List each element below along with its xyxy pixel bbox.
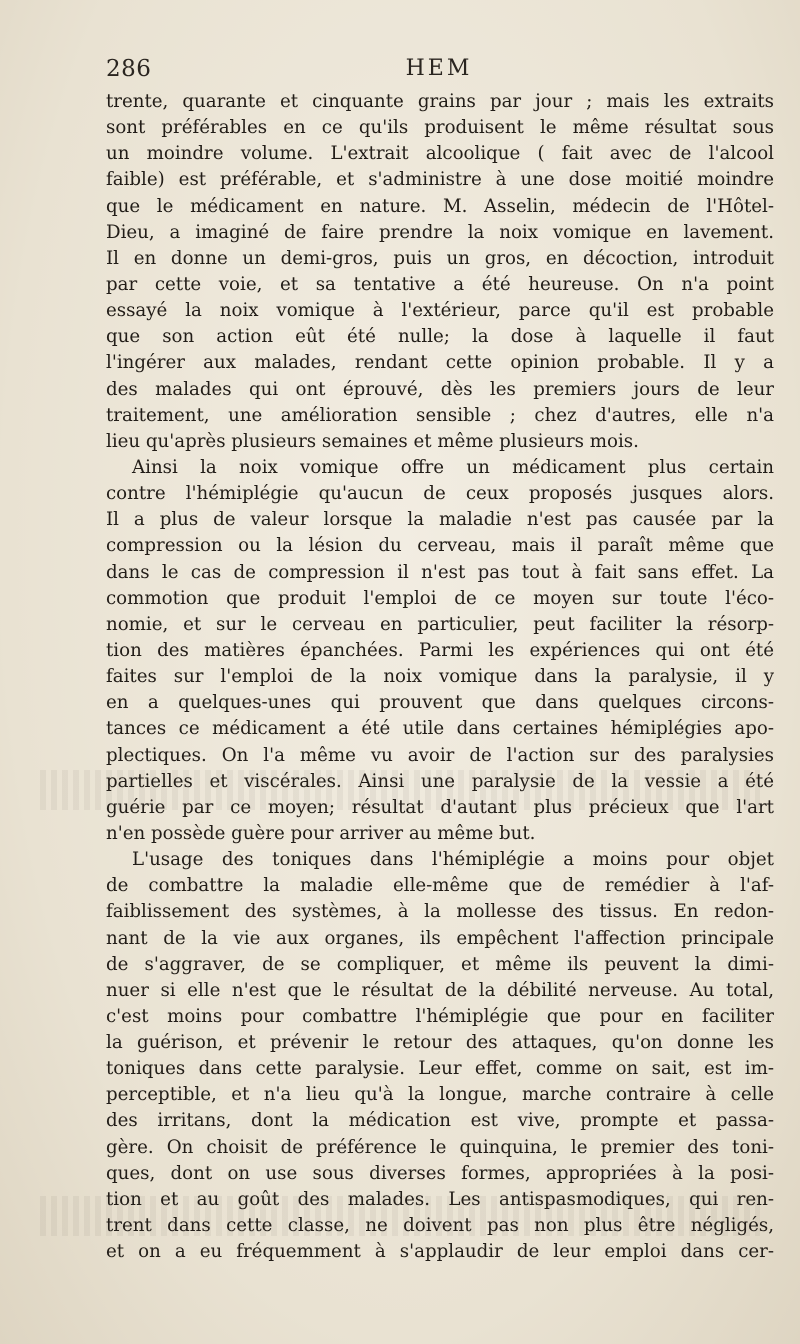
text-line: Il en donne un demi-gros, puis un gros, en décoction, introduit bbox=[106, 247, 774, 269]
text-line: plectiques. On l'a même vu avoir de l'action sur des paralysies bbox=[106, 744, 774, 766]
text-line: toniques dans cette paralysie. Leur effet, comme on sait, est im- bbox=[106, 1058, 774, 1080]
text-line: traitement, une amélioration sensible ; chez d'autres, elle n'a bbox=[106, 404, 774, 426]
text-line: guérie par ce moyen; résultat d'autant plus précieux que l'art bbox=[106, 796, 774, 818]
body-text bbox=[106, 89, 774, 1265]
page-number: 286 bbox=[106, 56, 152, 82]
text-line: en a quelques-unes qui prouvent que dans quelques circons- bbox=[106, 692, 774, 714]
text-line: partielles et viscérales. Ainsi une paralysie de la vessie a été bbox=[106, 770, 774, 792]
text-line: Ainsi la noix vomique offre un médicament plus certain bbox=[132, 456, 774, 478]
text-line: faible) est préférable, et s'administre à une dose moitié moindre bbox=[106, 169, 774, 191]
text-line: L'usage des toniques dans l'hémiplégie a moins pour objet bbox=[132, 849, 774, 871]
text-line: et on a eu fréquemment à s'applaudir de leur emploi dans cer- bbox=[106, 1241, 774, 1263]
text-line: nomie, et sur le cerveau en particulier, peut faciliter la résorp- bbox=[106, 613, 774, 635]
text-line: sont préférables en ce qu'ils produisent le même résultat sous bbox=[106, 117, 774, 139]
text-line: perceptible, et n'a lieu qu'à la longue, marche contraire à celle bbox=[106, 1084, 774, 1106]
paragraph bbox=[106, 455, 774, 847]
paragraph bbox=[106, 847, 774, 1265]
text-line: nuer si elle n'est que le résultat de la débilité nerveuse. Au total, bbox=[106, 979, 774, 1001]
text-line: tances ce médicament a été utile dans certaines hémiplégies apo- bbox=[106, 718, 774, 740]
text-line: un moindre volume. L'extrait alcoolique ( fait avec de l'alcool bbox=[106, 143, 774, 165]
text-line: tion et au goût des malades. Les antispasmodiques, qui ren- bbox=[106, 1188, 774, 1210]
paragraph bbox=[106, 89, 774, 455]
text-line: de combattre la maladie elle-même que de remédier à l'af- bbox=[106, 875, 774, 897]
text-line: faites sur l'emploi de la noix vomique dans la paralysie, il y bbox=[106, 666, 774, 688]
text-line: que le médicament en nature. M. Asselin, médecin de l'Hôtel- bbox=[106, 195, 774, 217]
text-line: gère. On choisit de préférence le quinquina, le premier des toni- bbox=[106, 1136, 774, 1158]
text-line: des irritans, dont la médication est vive, prompte et passa- bbox=[106, 1110, 774, 1132]
text-line: que son action eût été nulle; la dose à laquelle il faut bbox=[106, 326, 774, 348]
text-line: lieu qu'après plusieurs semaines et même plusieurs mois. bbox=[106, 430, 639, 452]
text-line: faiblissement des systèmes, à la mollesse des tissus. En redon- bbox=[106, 901, 774, 923]
text-line: ques, dont on use sous diverses formes, appropriées à la posi- bbox=[106, 1162, 774, 1184]
text-line: commotion que produit l'emploi de ce moyen sur toute l'éco- bbox=[106, 587, 774, 609]
text-line: la guérison, et prévenir le retour des attaques, qu'on donne les bbox=[106, 1032, 774, 1054]
text-line: trent dans cette classe, ne doivent pas non plus être négligés, bbox=[106, 1215, 774, 1237]
text-line: n'en possède guère pour arriver au même but. bbox=[106, 822, 536, 844]
text-line: trente, quarante et cinquante grains par jour ; mais les extraits bbox=[106, 91, 774, 112]
text-line: Dieu, a imaginé de faire prendre la noix vomique en lavement. bbox=[106, 221, 774, 243]
text-line: contre l'hémiplégie qu'aucun de ceux proposés jusques alors. bbox=[106, 483, 774, 505]
text-line: tion des matières épanchées. Parmi les expériences qui ont été bbox=[106, 639, 774, 661]
text-line: compression ou la lésion du cerveau, mais il paraît même que bbox=[106, 535, 774, 557]
text-line: c'est moins pour combattre l'hémiplégie que pour en faciliter bbox=[106, 1005, 774, 1027]
text-line: dans le cas de compression il n'est pas tout à fait sans effet. La bbox=[106, 561, 774, 583]
running-head: HEM bbox=[405, 56, 473, 81]
text-line: l'ingérer aux malades, rendant cette opinion probable. Il y a bbox=[106, 352, 774, 374]
text-line: par cette voie, et sa tentative a été heureuse. On n'a point bbox=[106, 273, 774, 295]
page-header bbox=[106, 56, 772, 88]
text-line: de s'aggraver, de se compliquer, et même ils peuvent la dimi- bbox=[106, 953, 774, 975]
text-line: Il a plus de valeur lorsque la maladie n'est pas causée par la bbox=[106, 509, 774, 531]
text-line: essayé la noix vomique à l'extérieur, parce qu'il est probable bbox=[106, 300, 774, 322]
text-line: nant de la vie aux organes, ils empêchent l'affection principale bbox=[106, 927, 774, 949]
text-line: des malades qui ont éprouvé, dès les premiers jours de leur bbox=[106, 378, 774, 400]
